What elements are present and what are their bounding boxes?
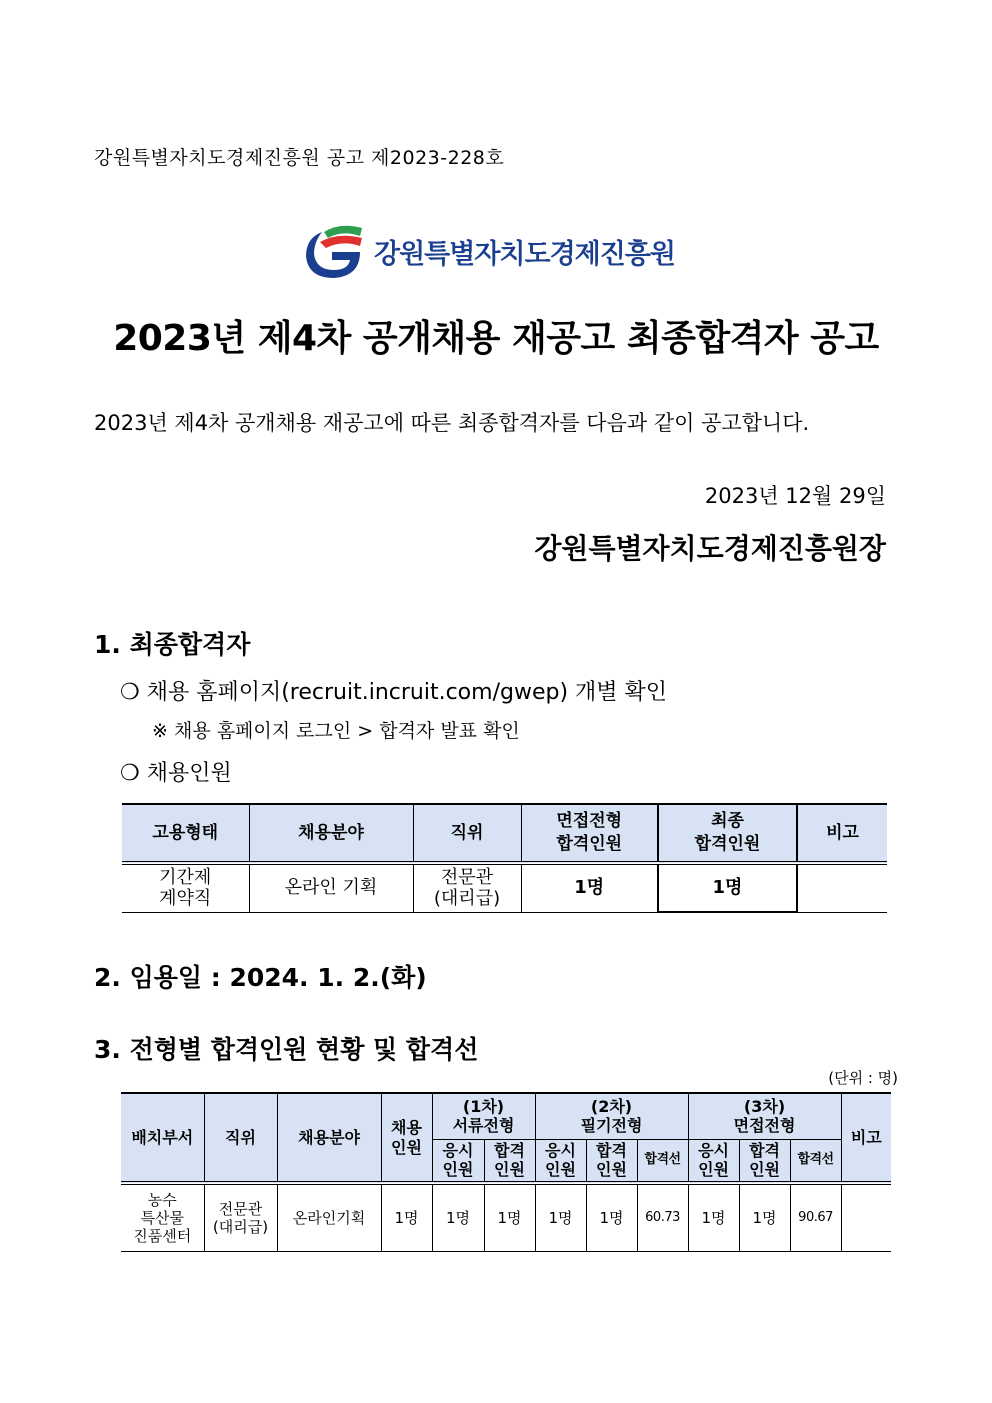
header-field: 채용분야 (277, 1093, 381, 1183)
employment-type-cell (122, 863, 249, 912)
header-s2-applied: 응시 인원 (535, 1139, 586, 1183)
notice-date: 2023년 12월 29일 (704, 484, 886, 508)
header-s1-passed: 합격 인원 (484, 1139, 535, 1183)
intro-text: 2023년 제4차 공개채용 재공고에 따른 최종합격자를 다음과 같이 공고합니다. (94, 411, 810, 435)
table-row (122, 863, 887, 912)
interview-pass-cell: 1명 (521, 863, 658, 912)
header-s3-cutoff: 합격선 (790, 1139, 841, 1183)
org-logo (302, 222, 702, 280)
hiring-count-bullet: ❍ 채용인원 (120, 761, 232, 786)
header-s2-passed: 합격 인원 (586, 1139, 637, 1183)
header-interview-pass: 면접전형 합격인원 (521, 804, 658, 863)
note-cell (841, 1183, 891, 1252)
header-final-pass: 최종 합격인원 (658, 804, 797, 863)
note-cell (797, 863, 887, 912)
final-pass-table (122, 803, 887, 913)
org-logo-text: 강원특별자치도경제진흥원 (374, 238, 675, 270)
header-position: 직위 (204, 1093, 277, 1183)
position-cell (413, 863, 521, 912)
org-logo-icon (302, 222, 366, 280)
header-stage2: (2차) 필기전형 (535, 1093, 688, 1139)
s1-passed-cell: 1명 (484, 1183, 535, 1252)
header-note: 비고 (841, 1093, 891, 1183)
header-dept: 배치부서 (121, 1093, 204, 1183)
table-row (121, 1183, 891, 1252)
homepage-check-bullet: ❍ 채용 홈페이지(recruit.incruit.com/gwep) 개별 확인 (120, 680, 668, 705)
section-1-title: 1. 최종합격자 (94, 630, 251, 659)
table-header-row (122, 804, 887, 863)
final-pass-cell: 1명 (658, 863, 797, 912)
s1-applied-cell: 1명 (432, 1183, 484, 1252)
signer: 강원특별자치도경제진흥원장 (534, 532, 886, 565)
page-title: 2023년 제4차 공개채용 재공고 최종합격자 공고 (113, 318, 879, 359)
header-s3-passed: 합격 인원 (739, 1139, 790, 1183)
position-line1: 전문관 (440, 866, 494, 888)
s2-passed-cell: 1명 (586, 1183, 637, 1252)
section-3-title: 3. 전형별 합격인원 현황 및 합격선 (94, 1035, 479, 1064)
s2-applied-cell: 1명 (535, 1183, 586, 1252)
header-s2-cutoff: 합격선 (637, 1139, 688, 1183)
employment-type-line2: 계약직 (159, 888, 212, 910)
header-s3-applied: 응시 인원 (688, 1139, 739, 1183)
stage-results-table (121, 1092, 891, 1252)
field-cell: 온라인기획 (277, 1183, 381, 1252)
header-s1-applied: 응시 인원 (432, 1139, 484, 1183)
hire-count-cell: 1명 (381, 1183, 432, 1252)
employment-type-line1: 기간제 (159, 866, 212, 888)
s3-cutoff-cell: 90.67 (790, 1183, 841, 1252)
notice-number: 강원특별자치도경제진흥원 공고 제2023-228호 (94, 147, 505, 169)
header-stage3: (3차) 면접전형 (688, 1093, 841, 1139)
header-note: 비고 (797, 804, 887, 863)
position-line2: (대리급) (433, 888, 501, 910)
header-stage1: (1차) 서류전형 (432, 1093, 535, 1139)
login-note: ※ 채용 홈페이지 로그인 > 합격자 발표 확인 (152, 720, 520, 742)
header-field: 채용분야 (249, 804, 413, 863)
s3-passed-cell: 1명 (739, 1183, 790, 1252)
table-header-row (121, 1093, 891, 1139)
s3-applied-cell: 1명 (688, 1183, 739, 1252)
section-2-title: 2. 임용일 : 2024. 1. 2.(화) (94, 963, 427, 992)
field-cell: 온라인 기획 (249, 863, 413, 912)
s2-cutoff-cell: 60.73 (637, 1183, 688, 1252)
unit-label: (단위 : 명) (828, 1069, 898, 1087)
header-hire-count: 채용 인원 (381, 1093, 432, 1183)
position-cell: 전문관 (대리급) (204, 1183, 277, 1252)
dept-cell: 농수 특산물 진품센터 (121, 1183, 204, 1252)
header-position: 직위 (413, 804, 521, 863)
header-employment-type: 고용형태 (122, 804, 249, 863)
